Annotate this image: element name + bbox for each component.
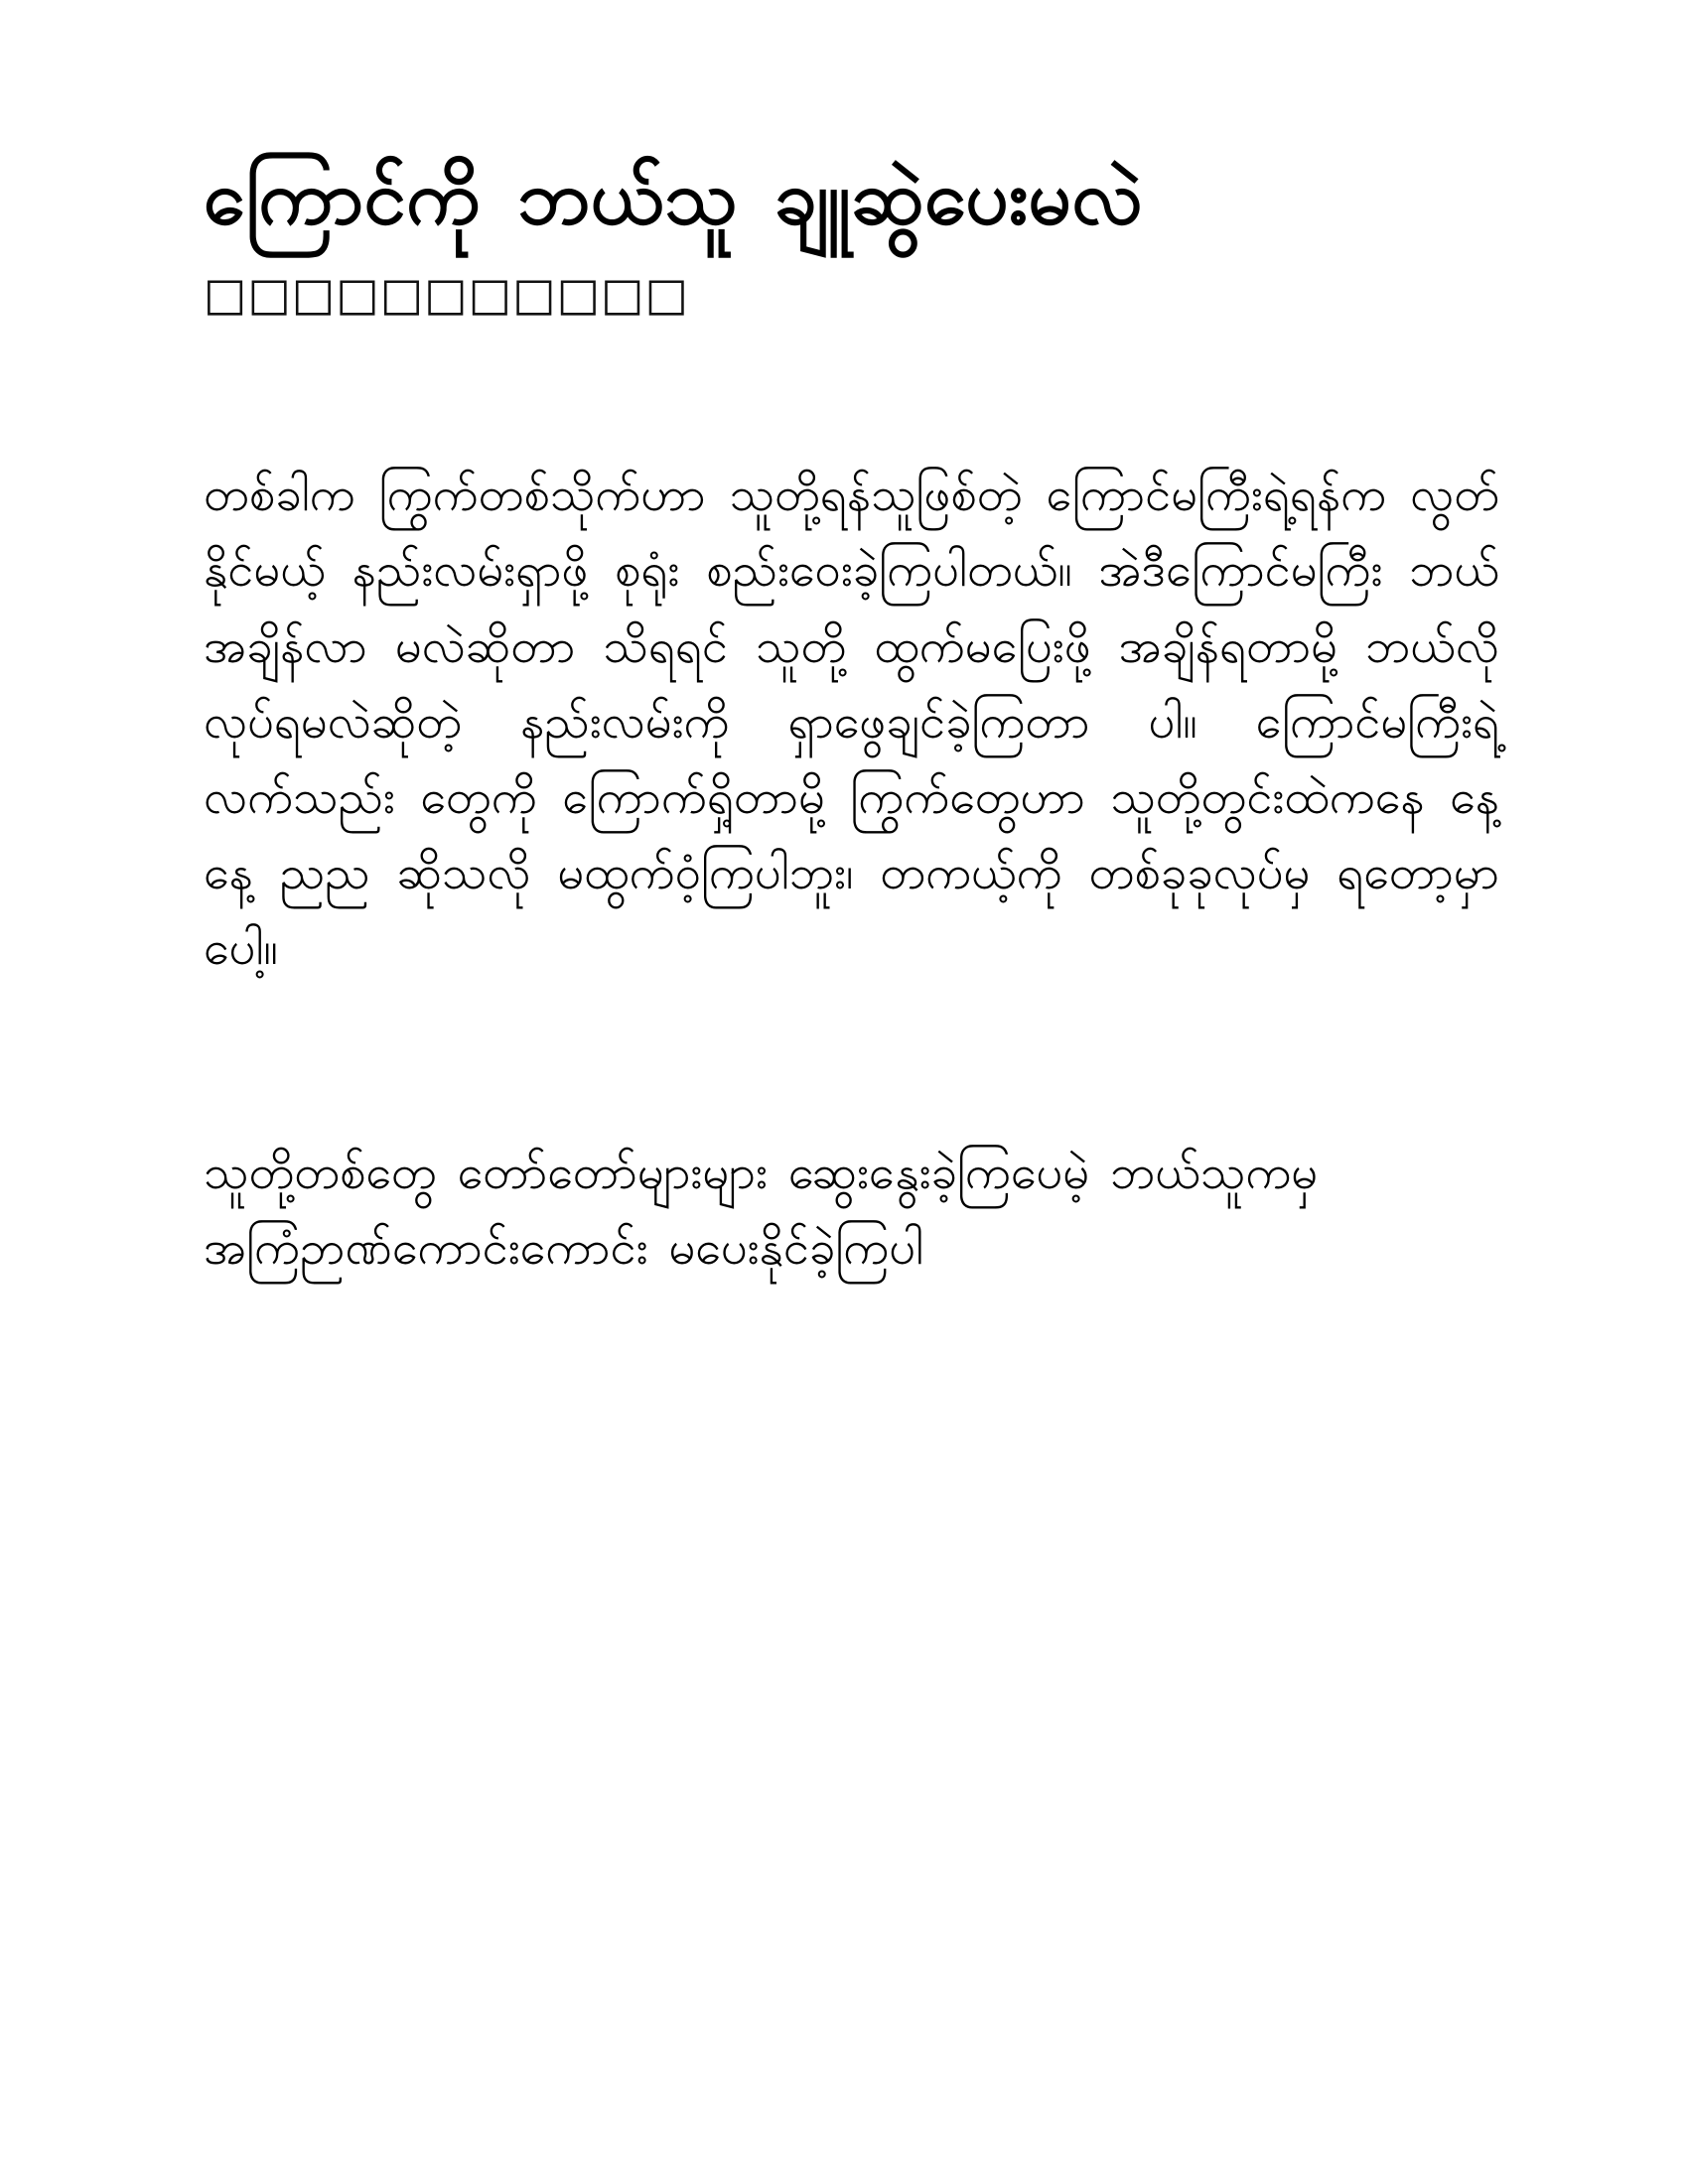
title-body-spacer <box>204 348 1499 458</box>
page-subtitle: □□□□□□□□□□□ <box>204 267 690 322</box>
paragraph-spacer <box>204 987 1499 1136</box>
body-paragraph-1: တစ်ခါက ကြွက်တစ်သိုက်ဟာ သူတို့ရန်သူဖြစ်တဲ့ ကြောင်မကြီးရဲ့ရန်က လွတ်နိုင်မယ့် နည်းလမ်းရှာဖို့ စုရုံး စည်းဝေးခဲ့ကြပါတယ်။ အဲဒီကြောင်မကြီး ဘယ်အချိန်လာ မလဲဆိုတာ သိရရင် သူတို့ ထွက်မပြေးဖို့ အချိန်ရတာမို့ ဘယ်လို လုပ်ရမလဲဆိုတဲ့ နည်းလမ်းကို ရှာဖွေချင်ခဲ့ကြတာ ပါ။ ကြောင်မကြီးရဲ့ လက်သည်း တွေကို ကြောက်ရှိ့တာမို့ ကြွက်တွေဟာ သူတို့တွင်းထဲကနေ နေ့နေ့ ညည ဆိုသလို မထွက်ဝံ့ကြပါဘူး၊ တကယ့်ကို တစ်ခုခုလုပ်မှ ရတော့မှာ ပေါ့။ <box>204 468 1499 977</box>
body-paragraph-2: သူတို့တစ်တွေ တော်တော်များများ ဆွေးနွေးခဲ့ကြပေမဲ့ ဘယ်သူကမှ အကြံဉာဏ်ကောင်းကောင်း မပေးနိုင်ခဲ့ကြပါ <box>204 1146 1319 1277</box>
page-title: ကြောင်ကို ဘယ်သူ ချူဆွဲပေးမလဲ <box>204 153 1144 241</box>
